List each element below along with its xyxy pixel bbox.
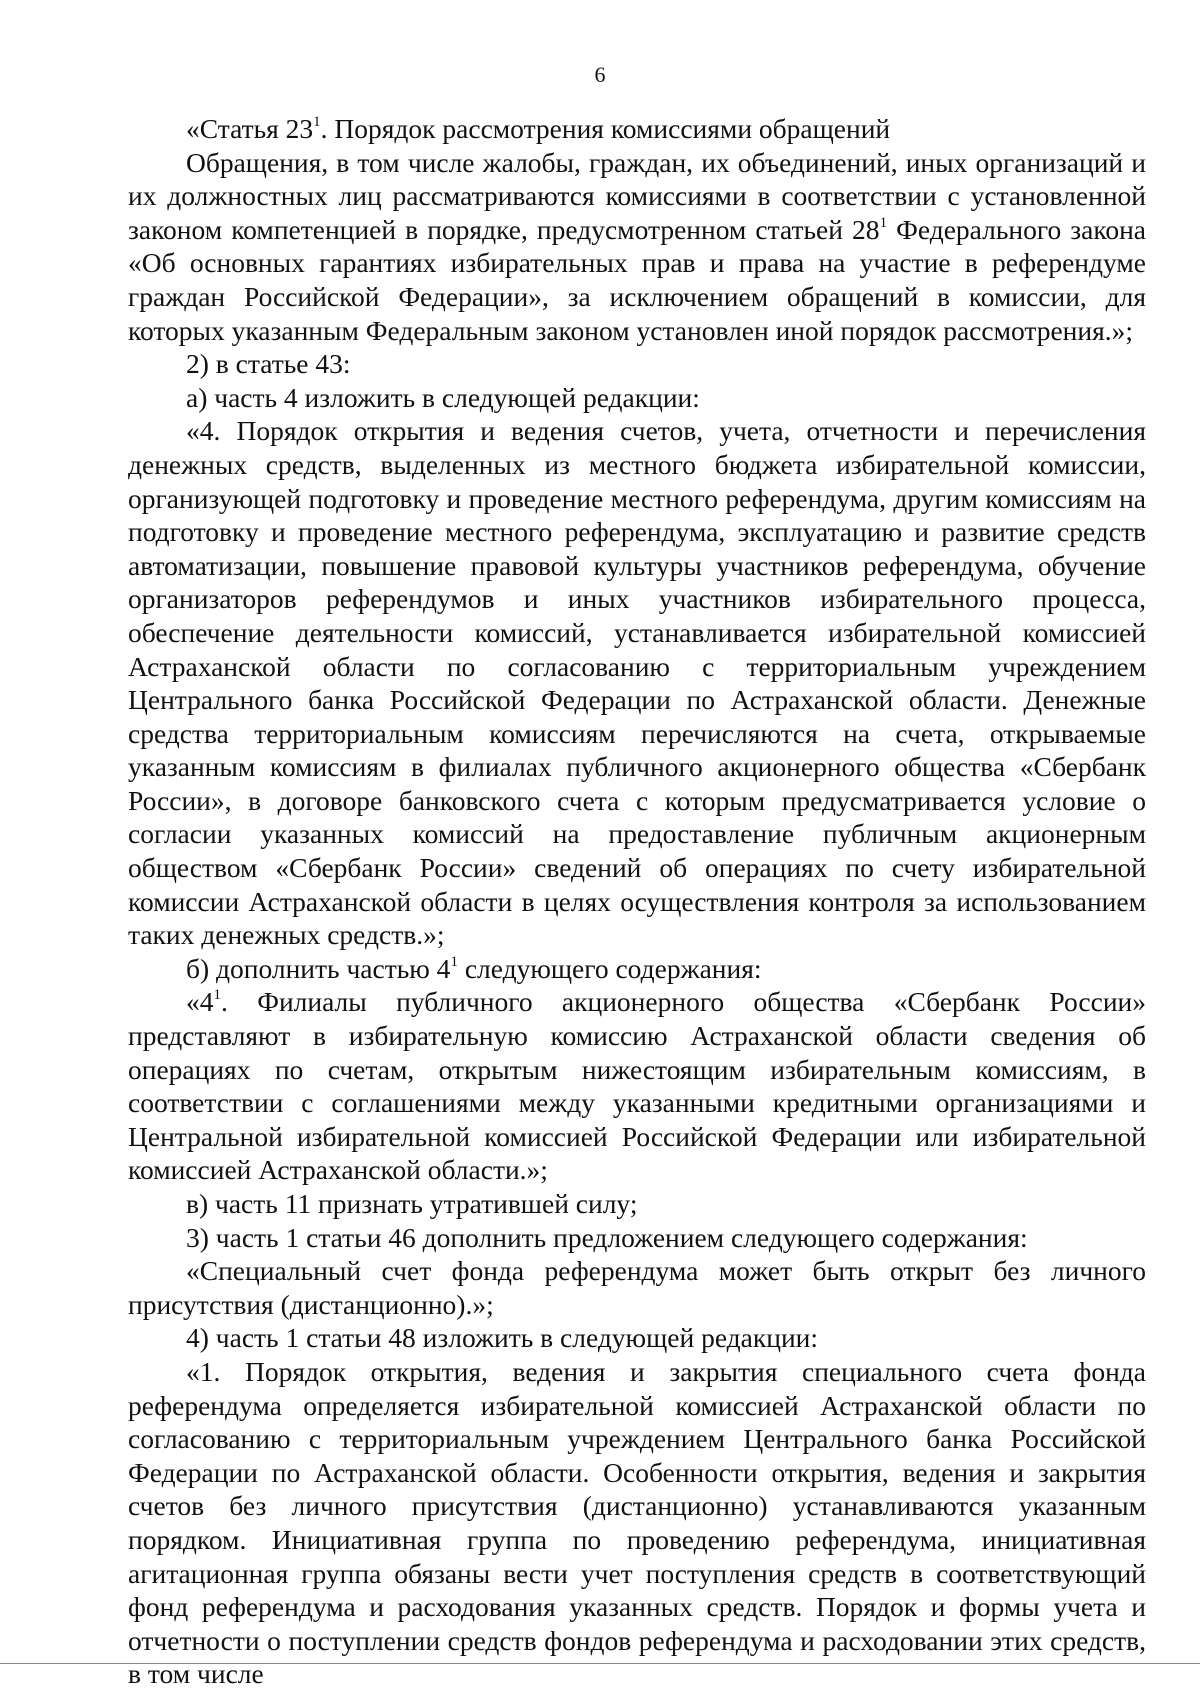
- superscript: 1: [879, 214, 888, 231]
- text-run: Обращения, в том числе жалобы, граждан, их объединений, иных организаций и их должностных лиц рассматриваются комиссиями в соответствии с установленной законом компетенцией в порядке, предусмотренном статьей 28: [128, 146, 1146, 245]
- paragraph: [128, 146, 1146, 348]
- text-run: 3) часть 1 статьи 46 дополнить предложением следующего содержания:: [186, 1221, 1028, 1253]
- text-run: Федерального закона «Об основных гарантиях избирательных прав и права на участие в референдуме граждан Российской Федерации», за исключением обращений в комиссии, для которых указанным Федеральным законом установлен иной порядок рассмотрения.»;: [128, 213, 1146, 346]
- superscript: 1: [313, 114, 321, 130]
- paragraph: [128, 952, 1146, 986]
- document-body: [128, 112, 1146, 1691]
- text-run: «4: [186, 986, 214, 1018]
- text-run: «Специальный счет фонда референдума может быть открыт без личного присутствия (дистанционно).»;: [128, 1255, 1146, 1320]
- text-run: «Статья 23: [186, 113, 314, 144]
- page-number: 6: [594, 62, 606, 87]
- paragraph: [128, 381, 1146, 415]
- text-run: «1. Порядок открытия, ведения и закрытия специального счета фонда референдума определяется избирательной комиссией Астраханской области по согласованию с территориальным учреждением Центрального банка Российской Федерации по Астраханской области. Особенности открытия, ведения и закрытия счетов без личного присутствия (дистанционно) устанавливаются указанным порядком. Инициативная группа по проведению референдума, инициативная агитационная группа обязаны вести учет поступления средств в соответствующий фонд референдума и расходования указанных средств. Порядок и формы учета и отчетности о поступлении средств фондов референдума и расходовании этих средств, в том числе: [128, 1355, 1146, 1690]
- text-run: . Порядок рассмотрения комиссиями обращений: [320, 113, 891, 144]
- paragraph: [128, 1355, 1146, 1691]
- superscript: 1: [213, 987, 221, 1004]
- article-heading: [128, 112, 1146, 146]
- paragraph: [128, 985, 1146, 1187]
- paragraph: [128, 414, 1146, 952]
- paragraph: [128, 1254, 1146, 1321]
- text-run: в) часть 11 признать утратившей силу;: [186, 1188, 638, 1219]
- text-run: 2) в статье 43:: [186, 348, 351, 380]
- paragraph: [128, 1187, 1146, 1221]
- superscript: 1: [450, 953, 458, 970]
- paragraph: [128, 1321, 1146, 1355]
- scan-edge-line: [0, 1663, 1200, 1664]
- text-run: 4) часть 1 статьи 48 изложить в следующей редакции:: [186, 1322, 819, 1354]
- text-run: а) часть 4 изложить в следующей редакции:: [186, 381, 700, 413]
- text-run: «4. Порядок открытия и ведения счетов, учета, отчетности и перечисления денежных средств, выделенных из местного бюджета избирательной комиссии, организующей подготовку и проведение местного референдума, другим комиссиям на подготовку и проведение местного референдума, эксплуатацию и развитие средств автоматизации, повышение правовой культуры участников референдума, обучение организаторов референдумов и иных участников избирательного процесса, обеспечение деятельности комиссий, устанавливается избирательной комиссией Астраханской области по согласованию с территориальным учреждением Центрального банка Российской Федерации по Астраханской области. Денежные средства территориальным комиссиям перечисляются на счета, открываемые указанным комиссиям в филиалах публичного акционерного общества «Сбербанк России», в договоре банковского счета с которым предусматривается условие о согласии указанных комиссий на предоставление публичным акционерным обществом «Сбербанк России» сведений об операциях по счету избирательной комиссии Астраханской области в целях осуществления контроля за использованием таких денежных средств.»;: [128, 415, 1146, 951]
- text-run: . Филиалы публичного акционерного общества «Сбербанк России» представляют в избирательную комиссию Астраханской области сведения об операциях по счетам, открытым нижестоящим избирательным комиссиям, в соответствии с соглашениями между указанными кредитными организациями и Центральной избирательной комиссией Российской Федерации или избирательной комиссией Астраханской области.»;: [128, 986, 1146, 1186]
- text-run: б) дополнить частью 4: [186, 952, 451, 984]
- paragraph: [128, 1221, 1146, 1255]
- text-run: следующего содержания:: [457, 952, 762, 984]
- paragraph: [128, 347, 1146, 381]
